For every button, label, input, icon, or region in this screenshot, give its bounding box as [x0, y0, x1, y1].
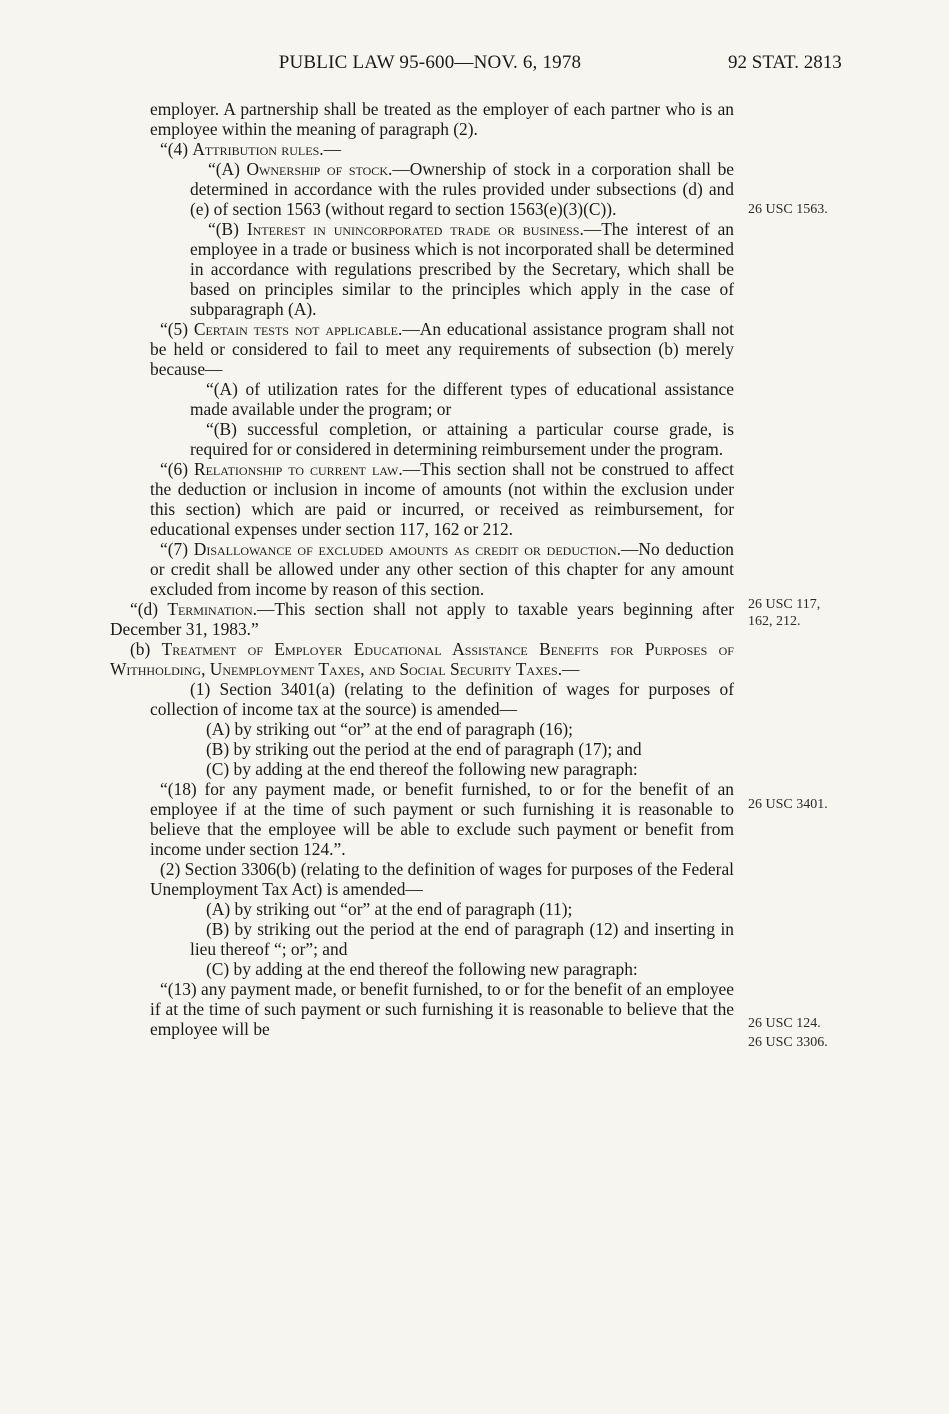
paragraph: (2) Section 3306(b) (relating to the definition of wages for purposes of the Federal Unemployment Tax Act) is amended—	[150, 859, 734, 899]
paragraph-disallowance: “(7) Disallowance of excluded amounts as credit or deduction.—No deduction or credit shall be allowed under any other section of this chapter for any amount excluded from income by reason of this section.	[150, 539, 734, 599]
paragraph-certain-tests: “(5) Certain tests not applicable.—An educational assistance program shall not be held or considered to fail to meet any requirements of subsection (b) merely because—	[150, 319, 734, 379]
statute-body	[110, 99, 734, 1039]
margin-note: 26 USC 117,	[748, 597, 821, 612]
paragraph: “(B) successful completion, or attaining a particular course grade, is required for or considered in determining reimbursement under the program.	[190, 419, 734, 459]
paragraph: (B) by striking out the period at the end of paragraph (17); and	[206, 739, 642, 759]
paragraph-treatment-heading: (b) Treatment of Employer Educational Assistance Benefits for Purposes of Withholding, Unemployment Taxes, and Social Security Taxes.—	[110, 639, 734, 679]
paragraph-ownership-of-stock: “(A) Ownership of stock.—Ownership of stock in a corporation shall be determined in accordance with the rules provided under subsections (d) and (e) of section 1563 (without regard to section 1563(e)(3)(C)).	[190, 159, 735, 219]
margin-note: 26 USC 3306.	[748, 1035, 828, 1050]
paragraph: (B) by striking out the period at the end of paragraph (12) and inserting in lieu thereof “; or”; and	[190, 919, 734, 959]
running-head-title: PUBLIC LAW 95-600—NOV. 6, 1978	[278, 52, 582, 73]
paragraph: (C) by adding at the end thereof the following new paragraph:	[206, 959, 638, 979]
margin-note: 26 USC 1563.	[748, 202, 828, 217]
paragraph: (1) Section 3401(a) (relating to the definition of wages for purposes of collection of income tax at the source) is amended—	[150, 679, 734, 719]
paragraph-termination: “(d) Termination.—This section shall not apply to taxable years beginning after December 31, 1983.”	[110, 599, 734, 639]
margin-note: 26 USC 3401.	[748, 797, 828, 812]
paragraph: “(A) of utilization rates for the different types of educational assistance made available under the program; or	[190, 379, 734, 419]
paragraph: (A) by striking out “or” at the end of paragraph (11);	[206, 899, 573, 919]
margin-note: 162, 212.	[748, 614, 801, 629]
statute-page-number: 92 STAT. 2813	[728, 52, 842, 73]
paragraph: (C) by adding at the end thereof the following new paragraph:	[206, 759, 638, 779]
paragraph: (A) by striking out “or” at the end of paragraph (16);	[206, 719, 574, 739]
paragraph: “(13) any payment made, or benefit furnished, to or for the benefit of an employee if at the time of such payment or such furnishing it is reasonable to believe that the employee will be	[150, 979, 734, 1039]
paragraph-attribution-rules: “(4) Attribution rules.—	[160, 139, 341, 159]
paragraph: employer. A partnership shall be treated as the employer of each partner who is an employee within the meaning of paragraph (2).	[150, 99, 734, 139]
paragraph-interest-unincorporated: “(B) Interest in unincorporated trade or business.—The interest of an employee in a trade or business which is not incorporated shall be determined in accordance with regulations prescribed by the Secretary, which shall be based on principles similar to the principles which apply in the case of subparagraph (A).	[190, 219, 735, 319]
margin-note: 26 USC 124.	[748, 1016, 821, 1031]
paragraph-relationship-current-law: “(6) Relationship to current law.—This section shall not be construed to affect the deduction or inclusion in income of amounts (not within the exclusion under this section) which are paid or incurred, or received as reimbursement, for educational expenses under section 117, 162 or 212.	[150, 459, 734, 539]
paragraph: “(18) for any payment made, or benefit furnished, to or for the benefit of an employee if at the time of such payment or such furnishing it is reasonable to believe that the employee will be able to exclude such payment or benefit from income under section 124.”.	[150, 779, 734, 859]
